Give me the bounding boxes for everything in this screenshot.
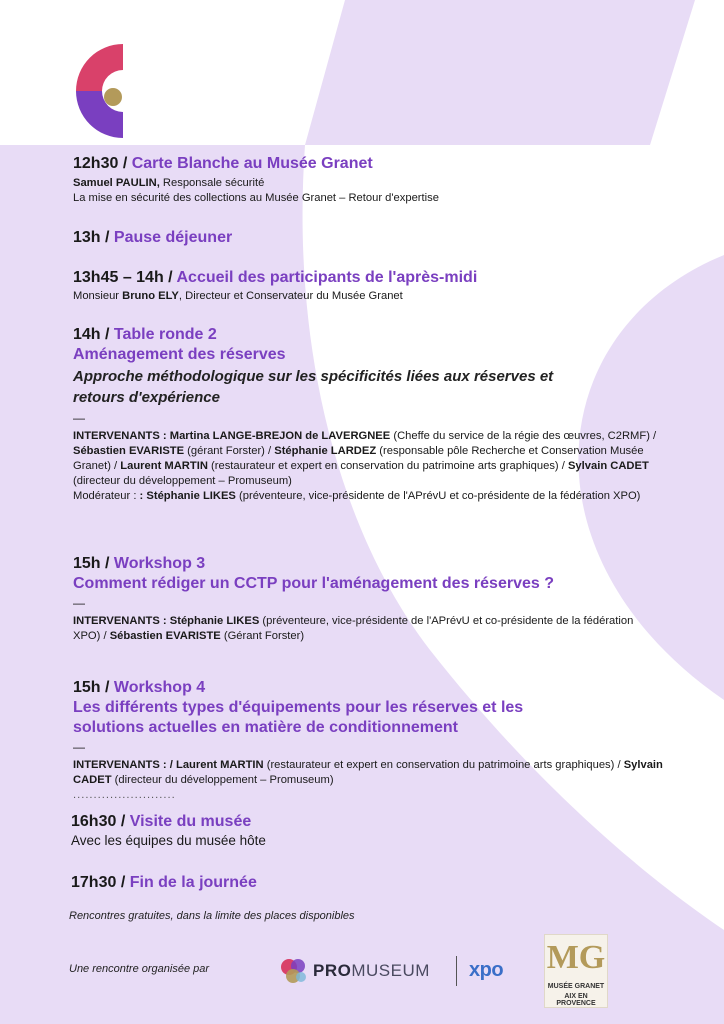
session-description: Avec les équipes du musée hôte	[71, 833, 266, 848]
separator-dash: —	[73, 411, 85, 425]
session-1345	[73, 268, 663, 304]
session-title: 13h / Pause déjeuner	[73, 229, 233, 246]
session-1630	[71, 812, 661, 850]
session-title: 13h45 – 14h / Accueil des participants de l'après-midi	[73, 269, 478, 286]
session-speaker: Samuel PAULIN, Responsale sécurité	[73, 177, 265, 189]
free-entry-note: Rencontres gratuites, dans la limite des places disponibles	[69, 910, 355, 922]
musee-granet-logo	[544, 934, 608, 1008]
event-logo-icon	[76, 44, 126, 138]
separator-dots: .........................	[73, 789, 176, 801]
separator-dash: —	[73, 596, 85, 610]
session-title: 15h / Workshop 4	[73, 679, 206, 696]
session-theme: Aménagement des réserves	[73, 346, 286, 363]
session-theme: Comment rédiger un CCTP pour l'aménagement des réserves ?	[73, 575, 554, 592]
granet-city: AIX EN PROVENCE	[556, 993, 596, 1007]
session-title: 15h / Workshop 3	[73, 555, 206, 572]
promuseum-mark-icon	[278, 955, 310, 987]
session-moderator: Modérateur : : Stéphanie LIKES (préventeure, vice-présidente de l'APrévU et co-présidente de la fédération XPO)	[73, 490, 641, 502]
session-description: La mise en sécurité des collections au Musée Granet – Retour d'expertise	[73, 192, 439, 204]
promuseum-wordmark: PROMUSEUM	[313, 961, 430, 980]
granet-mark: MG	[546, 939, 606, 976]
session-1300	[73, 228, 663, 248]
session-title: 17h30 / Fin de la journée	[71, 874, 257, 891]
session-workshop-3	[73, 554, 663, 644]
logo-divider	[456, 956, 457, 986]
session-theme-line-1: Les différents types d'équipements pour les réserves et les	[73, 699, 524, 716]
session-participants: INTERVENANTS : Martina LANGE-BREJON de LAVERGNEE (Cheffe du service de la régie des œuvres, C2RMF) / Sébastien EVARISTE (gérant Forster) / Stéphanie LARDEZ (responsable pôle Recherche et Conservation Musée Granet) / Laurent MARTIN (restaurateur et expert en conservation du patrimoine arts graphiques) / Sylvain CADET (directeur du développement – Promuseum)	[73, 430, 657, 487]
session-title: 14h / Table ronde 2	[73, 326, 217, 343]
organizer-note: Une rencontre organisée par	[69, 963, 210, 975]
session-theme-line-2: solutions actuelles en matière de conditionnement	[73, 719, 458, 736]
separator-dash: —	[73, 740, 85, 754]
session-host: Monsieur Bruno ELY, Directeur et Conservateur du Musée Granet	[73, 290, 403, 302]
promuseum-logo	[278, 955, 448, 987]
session-participants: INTERVENANTS : / Laurent MARTIN (restaurateur et expert en conservation du patrimoine arts graphiques) / Sylvain CADET (directeur du développement – Promuseum)	[73, 759, 663, 786]
session-1230	[73, 154, 663, 206]
session-subtitle-2: retours d'expérience	[73, 389, 220, 406]
session-1730	[71, 873, 661, 893]
session-participants: INTERVENANTS : Stéphanie LIKES (préventeure, vice-présidente de l'APrévU et co-présidente de la fédération XPO) / Sébastien EVARISTE (Gérant Forster)	[73, 615, 634, 642]
xpo-logo: xpo	[469, 959, 504, 981]
session-workshop-4	[73, 678, 663, 803]
session-title: 16h30 / Visite du musée	[71, 813, 252, 830]
granet-name: MUSÉE GRANET	[547, 983, 605, 990]
session-1400	[73, 325, 663, 504]
session-subtitle-1: Approche méthodologique sur les spécificités liées aux réserves et	[73, 368, 554, 385]
session-title: 12h30 / Carte Blanche au Musée Granet	[73, 155, 373, 172]
